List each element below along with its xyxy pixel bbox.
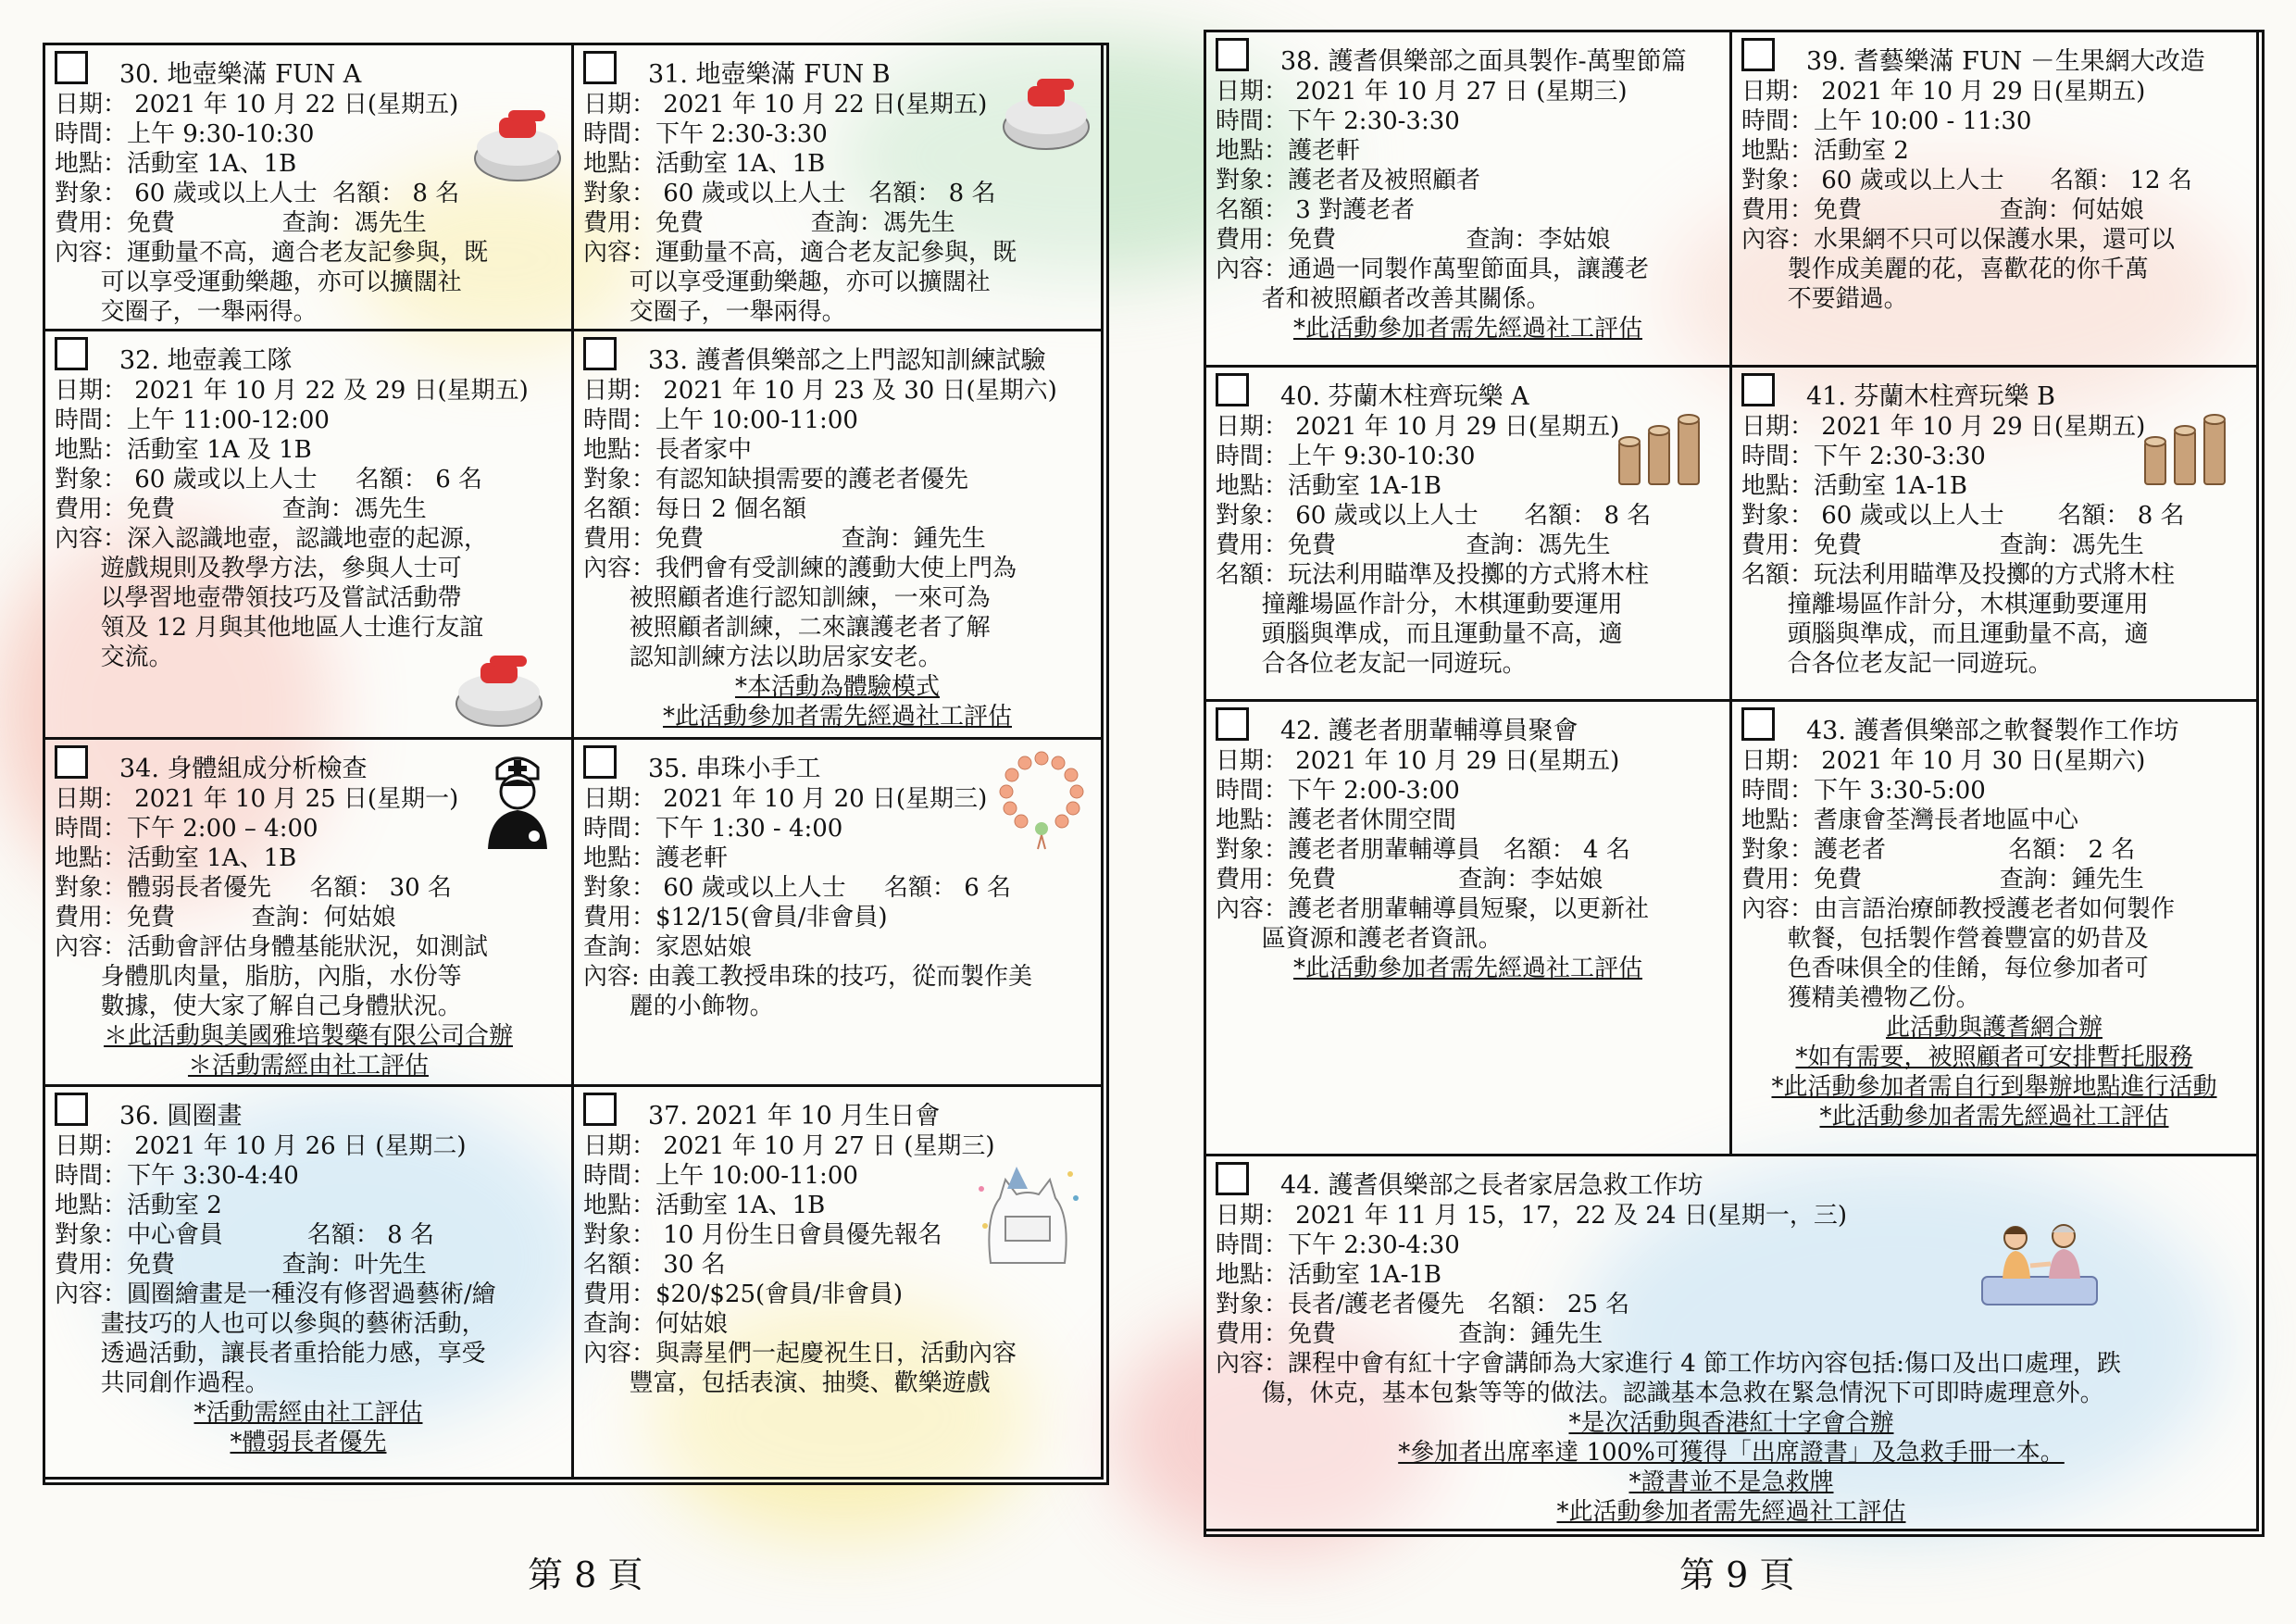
activity-36: 36. 圓圈畫 日期： 2021 年 10 月 26 日 (星期二) 時間：下午 3:30-4:40 地點：活動室 2 對象：中心會員 名額： 8 名 費用：免費 查詢：叶先生 內容：圓圈繪畫是一種沒有修習過藝術/繪 畫技巧的人也可以參與的藝術活動， 透過活動，讓長者重拾能力感，享受 共同創作過程。 *活動需經由社工評估 *體弱長者優先 bbox=[43, 1084, 574, 1480]
checkbox[interactable] bbox=[55, 1093, 88, 1126]
activity-title: 42. 護老者朋輩輔導員聚會 bbox=[1280, 717, 1578, 745]
checkbox[interactable] bbox=[583, 745, 617, 779]
activity-notes: 此活動與護耆網合辦 *如有需要，被照顧者可安排暫托服務 *此活動參加者需自行到舉辦地點進行活動 *此活動參加者需先經過社工評估 bbox=[1771, 1014, 2217, 1131]
activity-notes: *此活動參加者需先經過社工評估 bbox=[1292, 315, 1642, 343]
activity-notes: *活動需經由社工評估 *體弱長者優先 bbox=[193, 1399, 423, 1456]
activity-title: 43. 護耆俱樂部之軟餐製作工作坊 bbox=[1806, 717, 2179, 745]
checkbox[interactable] bbox=[55, 337, 88, 370]
wooden-pins-icon bbox=[2140, 414, 2232, 488]
activity-title: 33. 護耆俱樂部之上門認知訓練試驗 bbox=[648, 346, 1046, 375]
checkbox[interactable] bbox=[583, 51, 617, 84]
activity-title: 37. 2021 年 10 月生日會 bbox=[648, 1102, 941, 1131]
activity-30: 30. 地壺樂滿 FUN A 日期： 2021 年 10 月 22 日(星期五) 時間：上午 9:30-10:30 地點：活動室 1A、1B 對象： 60 歲或以上人士 名額： 8 名 費用：免費 查詢：馮先生 內容：運動量不高，適合老友記參與，既 可以享受運動樂趣，亦可以擴闊社 交圈子，一舉兩得。 bbox=[43, 43, 574, 331]
activity-title: 30. 地壺樂滿 FUN A bbox=[119, 60, 362, 89]
activity-title: 31. 地壺樂滿 FUN B bbox=[648, 60, 891, 89]
checkbox[interactable] bbox=[1216, 373, 1249, 406]
activity-title: 32. 地壺義工隊 bbox=[119, 346, 293, 375]
page-number: 第 8 頁 bbox=[528, 1555, 643, 1595]
activity-39: 39. 耆藝樂滿 FUN －生果網大改造 日期： 2021 年 10 月 29 日(星期五) 時間：上午 10:00 - 11:30 地點：活動室 2 對象： 60 歲或以上人士 名額： 12 名 費用：免費 查詢：何姑娘 內容：水果網不只可以保護水果，還可以 製作成美麗的花，喜歡花的你千萬 不要錯過。 bbox=[1729, 30, 2259, 368]
activity-title: 41. 芬蘭木柱齊玩樂 B bbox=[1806, 382, 2055, 411]
activity-37: 37. 2021 年 10 月生日會 日期： 2021 年 10 月 27 日 (星期三) 時間：上午 10:00-11:00 地點：活動室 1A、1B 對象： 10 月份生日會員優先報名 名額： 30 名 費用：$20/$25(會員/非會員) 查詢：何姑娘 內容：與壽星們一起慶祝生日，活動內容 豐富，包括表演、抽獎、歡樂遊戲 bbox=[571, 1084, 1104, 1480]
activity-title: 39. 耆藝樂滿 FUN －生果網大改造 bbox=[1806, 47, 2205, 76]
checkbox[interactable] bbox=[55, 745, 88, 779]
activity-notes: *是次活動與香港紅十字會合辦 *參加者出席率達 100%可獲得「出席證書」及急救手冊一本。 *證書並不是急救牌 *此活動參加者需先經過社工評估 bbox=[1398, 1409, 2065, 1526]
activity-35: 35. 串珠小手工 日期： 2021 年 10 月 20 日(星期三) 時間：下午 1:30 - 4:00 地點：護老軒 對象： 60 歲或以上人士 名額： 6 名 費用：$12/15(會員/非會員) 查詢：家恩姑娘 內容: 由義工教授串珠的技巧，從而製作美 麗的小飾物。 bbox=[571, 737, 1104, 1087]
nurse-icon bbox=[480, 749, 555, 851]
checkbox[interactable] bbox=[1216, 707, 1249, 741]
activity-33: 33. 護耆俱樂部之上門認知訓練試驗 日期： 2021 年 10 月 23 及 30 日(星期六) 時間：上午 10:00-11:00 地點：長者家中 對象：有認知缺損需要的護老者優先 名額：每日 2 個名額 費用：免費 查詢：鍾先生 內容：我們會有受訓練的護動大使上門為 被照顧者進行認知訓練，一來可為 被照顧者訓練，二來讓護老者了解 認知訓練方法以助居家安老。 *本活動為體驗模式 *此活動參加者需先經過社工評估 bbox=[571, 329, 1104, 740]
activity-44: 44. 護耆俱樂部之長者家居急救工作坊 日期： 2021 年 11 月 15，17，22 及 24 日(星期一，三) 時間：下午 2:30-4:30 地點：活動室 1A-1B 對象：長者/護老者優先 名額： 25 名 費用：免費 查詢：鍾先生 內容：課程中會有紅十字會講師為大家進行 4 節工作坊內容包括:傷口及出口處理，跌 傷，休克，基本包紮等等的做法。認識基本急救在緊急情況下可即時處理意外。 *是次活動與香港紅十字會合辦 *參加者出席率達 100%可獲得「出席證書」及急救手冊一本。 *證書並不是急救牌 *此活動參加者需先經過社工評估 bbox=[1204, 1154, 2259, 1531]
page-number: 第 9 頁 bbox=[1679, 1555, 1795, 1595]
activity-42: 42. 護老者朋輩輔導員聚會 日期： 2021 年 10 月 29 日(星期五) 時間：下午 2:00-3:00 地點：護老者休閒空間 對象：護老者朋輩輔導員 名額： 4 名 費用：免費 查詢：李姑娘 內容：護老者朋輩輔導員短聚，以更新社 區資源和護老者資訊。 *此活動參加者需先經過社工評估 bbox=[1204, 699, 1732, 1156]
curling-stone-icon bbox=[471, 101, 564, 184]
checkbox[interactable] bbox=[1216, 1162, 1249, 1195]
activity-title: 36. 圓圈畫 bbox=[119, 1102, 243, 1131]
activity-40: 40. 芬蘭木柱齊玩樂 A 日期： 2021 年 10 月 29 日(星期五) 時間：上午 9:30-10:30 地點：活動室 1A-1B 對象： 60 歲或以上人士 名額： 8 名 費用：免費 查詢：馮先生 名額：玩法利用瞄準及投擲的方式將木柱 撞離場區作計分，木棋運動要運用 頭腦與準成，而且運動量不高，適 合各位老友記一同遊玩。 bbox=[1204, 365, 1732, 702]
checkbox[interactable] bbox=[55, 51, 88, 84]
activity-notes: *此活動參加者需先經過社工評估 bbox=[1292, 955, 1642, 982]
checkbox[interactable] bbox=[583, 337, 617, 370]
activity-notes: *本活動為體驗模式 *此活動參加者需先經過社工評估 bbox=[662, 673, 1012, 731]
activity-notes: ＊此活動與美國雅培製藥有限公司合辦 ＊活動需經由社工評估 bbox=[103, 1022, 513, 1080]
checkbox[interactable] bbox=[583, 1093, 617, 1126]
checkbox[interactable] bbox=[1741, 373, 1775, 406]
activity-title: 44. 護耆俱樂部之長者家居急救工作坊 bbox=[1280, 1171, 1703, 1200]
activity-43: 43. 護耆俱樂部之軟餐製作工作坊 日期： 2021 年 10 月 30 日(星期六) 時間：下午 3:30-5:00 地點：耆康會荃灣長者地區中心 對象：護老者 名額： 2 名 費用：免費 查詢：鍾先生 內容：由言語治療師教授護老者如何製作 軟餐，包括製作營養豐富的奶昔及 色香味俱全的佳餚，每位參加者可 獲精美禮物乙份。 此活動與護耆網合辦 *如有需要，被照顧者可安排暫托服務 *此活動參加者需自行到舉辦地點進行活動 *此活動參加者需先經過社工評估 bbox=[1729, 699, 2259, 1156]
activity-title: 34. 身體組成分析檢查 bbox=[119, 755, 368, 783]
activity-34: 34. 身體組成分析檢查 日期： 2021 年 10 月 25 日(星期一) 時間：下午 2:00 – 4:00 地點：活動室 1A、1B 對象：體弱長者優先 名額： 30 名 費用：免費 查詢：何姑娘 內容：活動會評估身體基能狀況，如測試 身體肌肉量，脂肪，內脂，水份等 數據，使大家了解自己身體狀況。 ＊此活動與美國雅培製藥有限公司合辦 ＊活動需經由社工評估 bbox=[43, 737, 574, 1087]
activity-31: 31. 地壺樂滿 FUN B 日期： 2021 年 10 月 22 日(星期五) 時間：下午 2:30-3:30 地點：活動室 1A、1B 對象： 60 歲或以上人士 名額： 8 名 費用：免費 查詢：馮先生 內容：運動量不高，適合老友記參與，既 可以享受運動樂趣，亦可以擴闊社 交圈子，一舉兩得。 bbox=[571, 43, 1104, 331]
activity-title: 40. 芬蘭木柱齊玩樂 A bbox=[1280, 382, 1529, 411]
activity-41: 41. 芬蘭木柱齊玩樂 B 日期： 2021 年 10 月 29 日(星期五) 時間：下午 2:30-3:30 地點：活動室 1A-1B 對象： 60 歲或以上人士 名額： 8 名 費用：免費 查詢：馮先生 名額：玩法利用瞄準及投擲的方式將木柱 撞離場區作計分，木棋運動要運用 頭腦與準成，而且運動量不高，適 合各位老友記一同遊玩。 bbox=[1729, 365, 2259, 702]
bead-bracelet-icon bbox=[995, 749, 1088, 851]
elderly-care-icon bbox=[1975, 1212, 2104, 1314]
activity-title: 38. 護耆俱樂部之面具製作-萬聖節篇 bbox=[1280, 47, 1687, 76]
birthday-cat-icon bbox=[972, 1161, 1083, 1272]
checkbox[interactable] bbox=[1216, 38, 1249, 71]
curling-stone-icon bbox=[453, 646, 545, 730]
checkbox[interactable] bbox=[1741, 38, 1775, 71]
activity-32: 32. 地壺義工隊 日期： 2021 年 10 月 22 及 29 日(星期五) 時間：上午 11:00-12:00 地點：活動室 1A 及 1B 對象： 60 歲或以上人士 名額： 6 名 費用：免費 查詢：馮先生 內容：深入認識地壺，認識地壺的起源， 遊戲規則及教學方法，參與人士可 以學習地壺帶領技巧及嘗試活動帶 領及 12 月與其他地區人士進行友誼 交流。 bbox=[43, 329, 574, 740]
curling-stone-icon bbox=[1000, 69, 1092, 153]
wooden-pins-icon bbox=[1614, 414, 1706, 488]
activity-title: 35. 串珠小手工 bbox=[648, 755, 821, 783]
checkbox[interactable] bbox=[1741, 707, 1775, 741]
activity-38: 38. 護耆俱樂部之面具製作-萬聖節篇 日期： 2021 年 10 月 27 日 (星期三) 時間：下午 2:30-3:30 地點：護老軒 對象：護老者及被照顧者 名額： 3 對護老者 費用：免費 查詢：李姑娘 內容：通過一同製作萬聖節面具，讓護老 者和被照顧者改善其關係。 *此活動參加者需先經過社工評估 bbox=[1204, 30, 1732, 368]
